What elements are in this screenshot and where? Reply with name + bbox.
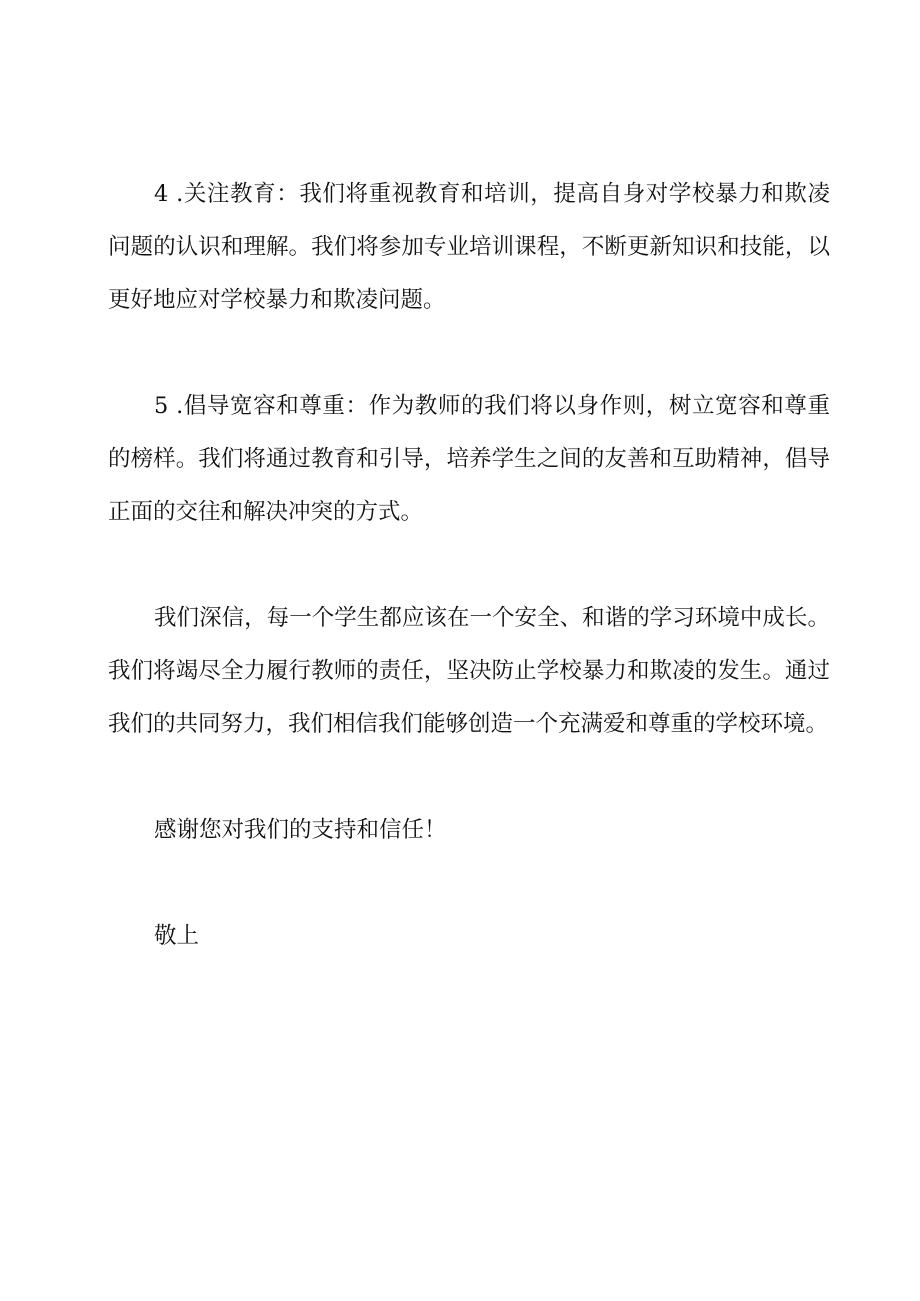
paragraph-thanks: 感谢您对我们的支持和信任！: [154, 817, 447, 843]
closing-salutation: 敬上: [154, 923, 200, 949]
paragraph-item-5: 5 .倡导宽容和尊重：作为教师的我们将以身作则，树立宽容和尊重的榜样。我们将通过教育和引导，培养学生之间的友善和互助精神，倡导正面的交往和解决冲突的方式。: [108, 393, 830, 525]
paragraph-item-4: 4 .关注教育：我们将重视教育和培训，提高自身对学校暴力和欺凌问题的认识和理解。我们将参加专业培训课程，不断更新知识和技能，以更好地应对学校暴力和欺凌问题。: [108, 181, 830, 313]
paragraph-conviction: 我们深信，每一个学生都应该在一个安全、和谐的学习环境中成长。我们将竭尽全力履行教师的责任，坚决防止学校暴力和欺凌的发生。通过我们的共同努力，我们相信我们能够创造一个充满爱和尊重的学校环境。: [108, 605, 830, 737]
document-body: [108, 168, 830, 1016]
